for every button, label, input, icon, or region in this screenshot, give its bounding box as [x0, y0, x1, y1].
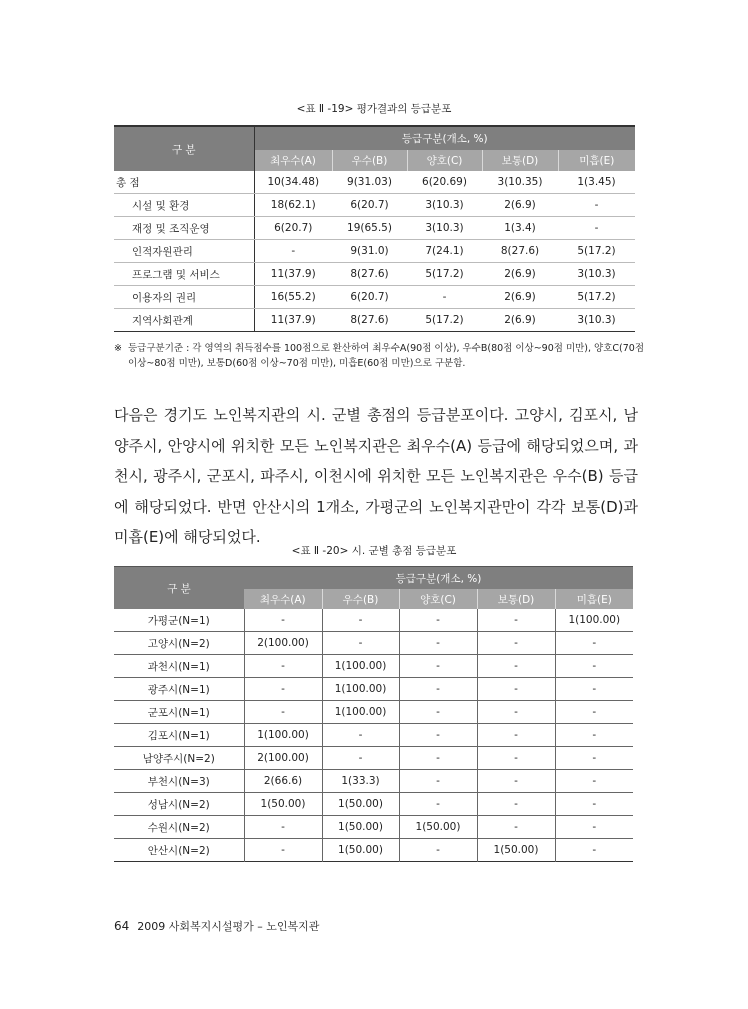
table-row [114, 632, 633, 655]
table-cell: 9(31.03) [332, 171, 407, 194]
table-cell: - [477, 793, 555, 816]
table-row [114, 678, 633, 701]
table-cell: - [555, 747, 633, 770]
table1-body [114, 171, 635, 332]
table-row [114, 701, 633, 724]
table-cell: 11(37.9) [254, 263, 332, 286]
row-label: 가평군(N=1) [114, 609, 244, 632]
table-cell: - [244, 701, 322, 724]
note-text: 등급구분기준 : 각 영역의 취득점수를 100점으로 환산하여 최우수A(90점 이상), 우수B(80점 이상~90점 미만), 양호C(70점 이상~80점 미만), 보통D(60점 이상~70점 미만), 미흡E(60점 미만)으로 구분함. [128, 343, 645, 369]
table-row [114, 609, 633, 632]
table-cell: - [399, 678, 477, 701]
table-cell: 1(100.00) [555, 609, 633, 632]
table-row [114, 217, 635, 240]
table2-col-header: 보통(D) [477, 589, 555, 609]
row-label: 안산시(N=2) [114, 839, 244, 862]
table-cell: 1(50.00) [322, 839, 399, 862]
table-cell: 1(3.45) [558, 171, 635, 194]
table-cell: - [244, 655, 322, 678]
row-label: 부천시(N=3) [114, 770, 244, 793]
table-cell: 19(65.5) [332, 217, 407, 240]
table-cell: 3(10.35) [482, 171, 558, 194]
table-cell: - [558, 217, 635, 240]
table1-col-header: 우수(B) [332, 150, 407, 171]
row-label: 지역사회관계 [114, 309, 254, 332]
table1-col-header: 미흡(E) [558, 150, 635, 171]
table-row [114, 747, 633, 770]
table-cell: - [477, 747, 555, 770]
table-cell: - [399, 655, 477, 678]
footer-title: 2009 사회복지시설평가 – 노인복지관 [137, 920, 320, 933]
table-cell: 3(10.3) [577, 314, 616, 326]
table-cell: 5(17.2) [558, 240, 635, 263]
table-cell: 1(100.00) [322, 655, 399, 678]
table-cell: 2(100.00) [244, 632, 322, 655]
table-cell: 18(62.1) [254, 194, 332, 217]
row-label: 총 점 [114, 171, 254, 194]
table-row [114, 194, 635, 217]
table-cell: - [477, 678, 555, 701]
table-cell: 2(6.9) [482, 194, 558, 217]
table2-col-header: 미흡(E) [555, 589, 633, 609]
grade-distribution-table [114, 125, 635, 332]
table-cell: 8(27.6) [332, 263, 407, 286]
table-cell: 5(17.2) [425, 314, 464, 326]
table-row [114, 309, 635, 332]
table-cell: 6(20.69) [407, 171, 482, 194]
table-cell: 3(10.3) [407, 194, 482, 217]
table-cell: - [322, 747, 399, 770]
row-label: 프로그램 및 서비스 [114, 263, 254, 286]
table-cell: - [399, 747, 477, 770]
table-row [114, 793, 633, 816]
table1-col-header: 보통(D) [482, 150, 558, 171]
table-cell: 3(10.3) [558, 263, 635, 286]
table-cell: - [555, 655, 633, 678]
table-cell: - [558, 194, 635, 217]
table-cell: - [399, 632, 477, 655]
table-cell: 5(17.2) [558, 286, 635, 309]
row-label: 광주시(N=1) [114, 678, 244, 701]
row-label: 수원시(N=2) [114, 816, 244, 839]
table-cell: - [555, 678, 633, 701]
table-cell: - [254, 240, 332, 263]
table-cell: - [477, 816, 555, 839]
row-label: 재정 및 조직운영 [114, 217, 254, 240]
table-cell: - [407, 286, 482, 309]
row-label: 남양주시(N=2) [114, 747, 244, 770]
table-cell: - [399, 701, 477, 724]
table-cell: - [555, 632, 633, 655]
table-cell: - [244, 678, 322, 701]
table-cell: - [399, 793, 477, 816]
row-label: 인적자원관리 [114, 240, 254, 263]
row-label: 고양시(N=2) [114, 632, 244, 655]
table-cell: 6(20.7) [254, 217, 332, 240]
table-cell: 8(27.6) [482, 240, 558, 263]
table-row [114, 655, 633, 678]
table-cell: - [399, 724, 477, 747]
table-cell: - [477, 724, 555, 747]
table-cell: 1(50.00) [322, 816, 399, 839]
table-cell: 2(6.9) [482, 286, 558, 309]
table-cell: - [244, 816, 322, 839]
note-mark: ※ [114, 343, 122, 354]
city-grade-distribution-table [114, 566, 633, 862]
table-cell: - [244, 839, 322, 862]
table-cell: 1(100.00) [322, 701, 399, 724]
table-cell: - [322, 632, 399, 655]
table-cell: - [555, 724, 633, 747]
table-cell: - [477, 701, 555, 724]
table2-caption: <표 Ⅱ -20> 시. 군별 총점 등급분포 [291, 545, 457, 557]
table-cell: 1(100.00) [244, 724, 322, 747]
table1-col-header: 양호(C) [407, 150, 482, 171]
table-row [114, 171, 635, 194]
row-label: 과천시(N=1) [114, 655, 244, 678]
table-cell: - [477, 632, 555, 655]
table-cell: 1(50.00) [399, 816, 477, 839]
table-cell: - [592, 844, 597, 856]
table-cell: 9(31.0) [332, 240, 407, 263]
row-label: 시설 및 환경 [114, 194, 254, 217]
table-cell: - [477, 609, 555, 632]
body-paragraph: 다음은 경기도 노인복지관의 시. 군별 총점의 등급분포이다. 고양시, 김포시, 남양주시, 안양시에 위치한 모든 노인복지관은 최우수(A) 등급에 해당되었으며, 과천시, 광주시, 군포시, 파주시, 이천시에 위치한 모든 노인복지관은 우수(B) 등급에 해당되었다. 반면 안산시의 1개소, 가평군의 노인복지관만이 각각 보통(D)과 미흡(E)에 해당되었다. [114, 406, 638, 546]
row-label: 성남시(N=2) [114, 793, 244, 816]
table-cell: 2(6.9) [504, 314, 536, 326]
table-cell: - [477, 770, 555, 793]
table2-body [114, 609, 633, 862]
row-label: 김포시(N=1) [114, 724, 244, 747]
table-row [114, 286, 635, 309]
table2-col-header: 양호(C) [399, 589, 477, 609]
table-cell: - [477, 655, 555, 678]
table-cell: 1(100.00) [322, 678, 399, 701]
table-cell: - [322, 724, 399, 747]
table-row [114, 724, 633, 747]
table-cell: - [399, 609, 477, 632]
table-cell: - [399, 770, 477, 793]
page-number: 64 [114, 919, 130, 933]
table-cell: 6(20.7) [332, 286, 407, 309]
table-cell: - [322, 609, 399, 632]
table1-note [114, 341, 644, 371]
table2-header-label: 구 분 [114, 567, 244, 610]
table-row [114, 263, 635, 286]
table2-col-header: 최우수(A) [244, 589, 322, 609]
page-footer [114, 918, 319, 934]
table1-caption: <표 Ⅱ -19> 평가결과의 등급분포 [296, 103, 452, 115]
table-row [114, 240, 635, 263]
table-cell: - [555, 793, 633, 816]
table-cell: - [399, 839, 477, 862]
table2-group-header: 등급구분(개소, %) [244, 567, 633, 590]
table-cell: 10(34.48) [254, 171, 332, 194]
table-cell: 6(20.7) [332, 194, 407, 217]
table-cell: 1(3.4) [482, 217, 558, 240]
table-cell: - [555, 770, 633, 793]
table1-group-header: 등급구분(개소, %) [254, 126, 635, 150]
table-cell: - [244, 609, 322, 632]
table-cell: - [555, 816, 633, 839]
table-row [114, 839, 633, 862]
table-cell: 1(50.00) [477, 839, 555, 862]
table-cell: 3(10.3) [407, 217, 482, 240]
table-cell: 16(55.2) [254, 286, 332, 309]
table-cell: 5(17.2) [407, 263, 482, 286]
table-cell: 1(33.3) [322, 770, 399, 793]
table-row [114, 816, 633, 839]
table-cell: 7(24.1) [407, 240, 482, 263]
table1-header-label: 구 분 [114, 126, 254, 171]
table2-col-header: 우수(B) [322, 589, 399, 609]
table-cell: 11(37.9) [270, 314, 316, 326]
row-label: 군포시(N=1) [114, 701, 244, 724]
table-cell: 2(6.9) [482, 263, 558, 286]
table-cell: - [555, 701, 633, 724]
table1-col-header: 최우수(A) [254, 150, 332, 171]
table-cell: 2(66.6) [244, 770, 322, 793]
table-cell: 1(50.00) [244, 793, 322, 816]
row-label: 이용자의 권리 [114, 286, 254, 309]
table-cell: 1(50.00) [322, 793, 399, 816]
table-cell: 8(27.6) [350, 314, 389, 326]
table-row [114, 770, 633, 793]
table-cell: 2(100.00) [244, 747, 322, 770]
